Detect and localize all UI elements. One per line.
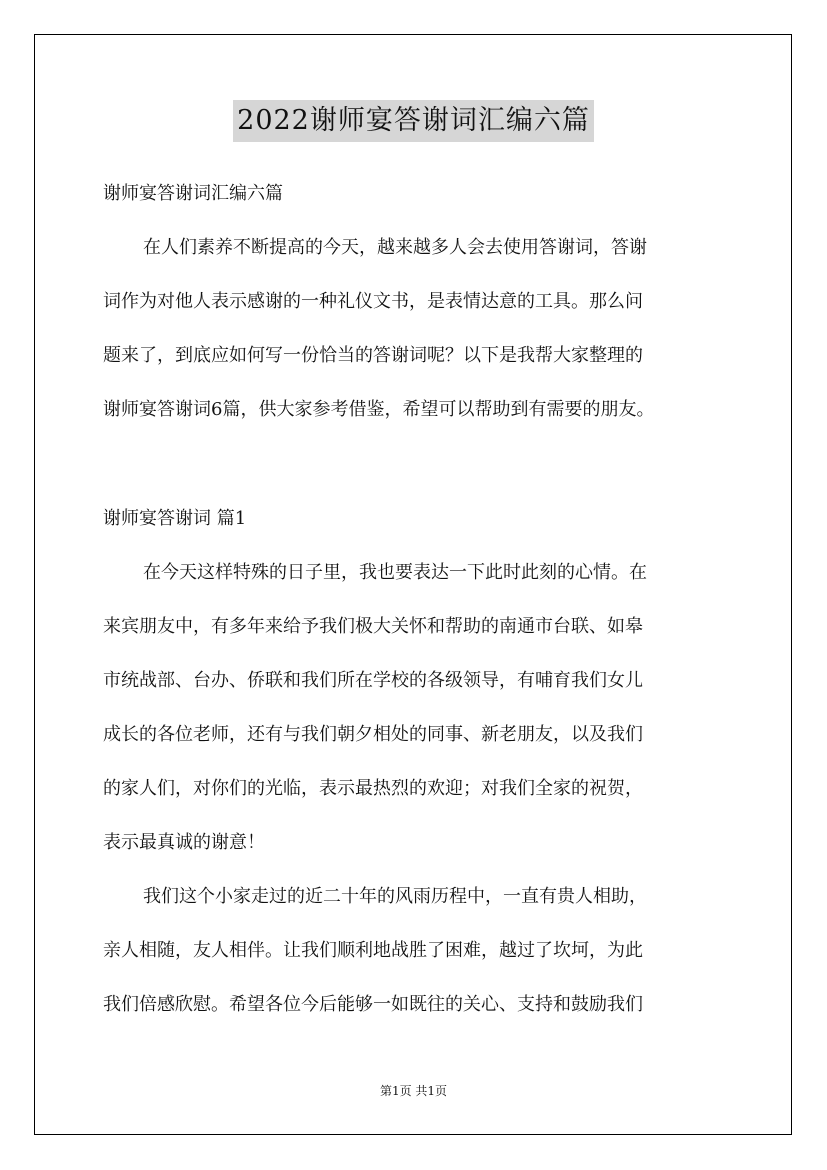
intro-line-2: 词作为对他人表示感谢的一种礼仪文书，是表情达意的工具。那么问 <box>103 291 643 312</box>
intro-line-4: 谢师宴答谢词6篇，供大家参考借鉴，希望可以帮助到有需要的朋友。 <box>103 399 655 420</box>
document-title: 2022谢师宴答谢词汇编六篇 <box>233 100 594 142</box>
para1-line-5: 的家人们，对你们的光临，表示最热烈的欢迎；对我们全家的祝贺， <box>103 778 643 799</box>
para1-line-6: 表示最真诚的谢意！ <box>103 832 265 853</box>
para1-line-4: 成长的各位老师，还有与我们朝夕相处的同事、新老朋友，以及我们 <box>103 724 643 745</box>
para2-line-2: 亲人相随，友人相伴。让我们顺利地战胜了困难，越过了坎坷，为此 <box>103 940 643 961</box>
intro-line-1: 在人们素养不断提高的今天，越来越多人会去使用答谢词，答谢 <box>143 237 647 258</box>
para1-line-3: 市统战部、台办、侨联和我们所在学校的各级领导，有哺育我们女儿 <box>103 670 643 691</box>
para2-line-1: 我们这个小家走过的近二十年的风雨历程中，一直有贵人相助， <box>143 886 647 907</box>
title-container <box>0 100 827 142</box>
para1-line-1: 在今天这样特殊的日子里，我也要表达一下此时此刻的心情。在 <box>143 562 647 583</box>
page-footer: 第1页 共1页 <box>379 1084 448 1098</box>
para2-line-3: 我们倍感欣慰。希望各位今后能够一如既往的关心、支持和鼓励我们 <box>103 994 643 1015</box>
intro-line-3: 题来了，到底应如何写一份恰当的答谢词呢？以下是我帮大家整理的 <box>103 345 643 366</box>
para1-line-2: 来宾朋友中，有多年来给予我们极大关怀和帮助的南通市台联、如皋 <box>103 616 643 637</box>
section-heading: 谢师宴答谢词 篇1 <box>103 508 247 529</box>
document-subtitle: 谢师宴答谢词汇编六篇 <box>103 183 283 204</box>
